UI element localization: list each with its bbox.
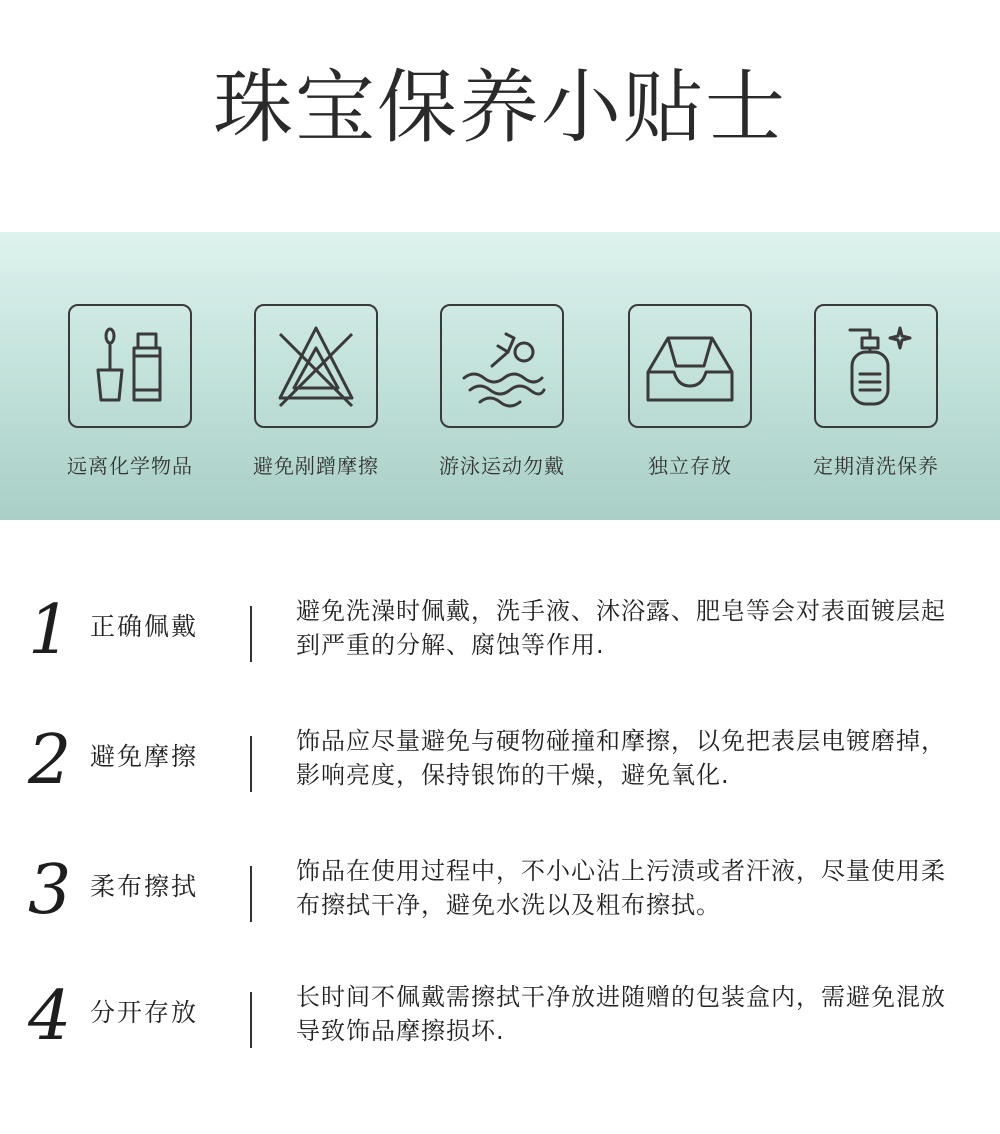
tip-title: 正确佩戴	[90, 612, 199, 641]
tip-item	[0, 721, 1000, 816]
icon-label-swimming: 游泳运动勿戴	[439, 454, 565, 478]
care-icons-band	[0, 232, 1000, 520]
tip-description: 饰品在使用过程中，不小心沾上污渍或者汗液，尽量使用柔布擦拭干净，避免水洗以及粗布擦拭。	[296, 857, 946, 919]
swimming-icon	[440, 304, 564, 428]
tip-title: 避免摩擦	[90, 742, 199, 771]
tip-item	[0, 977, 1000, 1072]
icon-label-chemicals: 远离化学物品	[67, 454, 193, 478]
page-title: 珠宝保养小贴士	[213, 61, 787, 154]
tip-description: 避免洗澡时佩戴，洗手液、沐浴露、肥皂等会对表面镀层起到严重的分解、腐蚀等作用.	[296, 597, 946, 659]
tip-description: 长时间不佩戴需擦拭干净放进随赠的包装盒内，需避免混放导致饰品摩擦损坏.	[296, 983, 946, 1045]
icon-label-storage: 独立存放	[648, 454, 732, 478]
chemicals-icon	[68, 304, 192, 428]
tip-title: 分开存放	[90, 998, 199, 1027]
tip-divider	[250, 606, 252, 662]
icon-label-cleaning: 定期清洗保养	[813, 454, 939, 478]
tip-title: 柔布擦拭	[90, 872, 199, 901]
icon-item-no-friction	[226, 304, 406, 479]
tip-item	[0, 851, 1000, 946]
tip-number: 2	[28, 721, 72, 800]
tip-divider	[250, 736, 252, 792]
tip-divider	[250, 866, 252, 922]
storage-tray-icon	[628, 304, 752, 428]
tip-number: 3	[28, 851, 72, 930]
icon-item-storage	[600, 304, 780, 479]
soap-bottle-icon	[814, 304, 938, 428]
icon-label-no-friction: 避免剐蹭摩擦	[253, 454, 379, 478]
icon-item-cleaning	[786, 304, 966, 479]
tip-description: 饰品应尽量避免与硬物碰撞和摩擦，以免把表层电镀磨掉，影响亮度，保持银饰的干燥，避免氧化.	[296, 727, 946, 789]
icon-item-swimming	[412, 304, 592, 479]
no-friction-icon	[254, 304, 378, 428]
tip-item	[0, 591, 1000, 686]
icon-item-chemicals	[40, 304, 220, 479]
tip-divider	[250, 992, 252, 1048]
tip-number: 4	[28, 977, 72, 1056]
tip-number: 1	[28, 591, 72, 670]
